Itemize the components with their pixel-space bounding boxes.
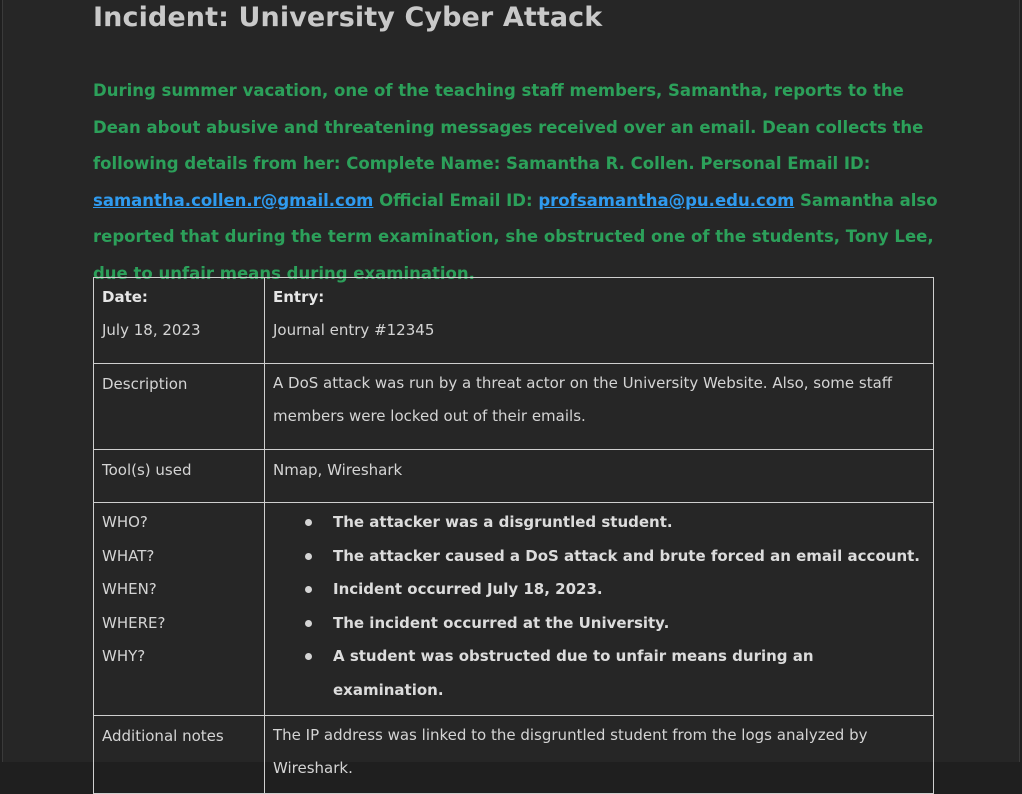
table-row-date (94, 278, 934, 364)
list-item (301, 540, 925, 574)
incident-summary (93, 73, 943, 292)
when-label: WHEN? (102, 580, 157, 598)
bullet-icon (305, 553, 312, 560)
entry-label: Entry: (273, 288, 325, 306)
5w-answer-list (273, 506, 925, 707)
5w-answers-cell (265, 503, 934, 716)
personal-email-link[interactable]: samantha.collen.r@gmail.com (93, 190, 374, 210)
summary-text-part3: Samantha also reported that during the term examination, she obstructed one of the students, Tony Lee, due to unfair means during examination. (93, 190, 938, 283)
description-label-cell (94, 364, 265, 450)
summary-text-part1: During summer vacation, one of the teaching staff members, Samantha, reports to the Dean about abusive and threatening messages received over an email. Dean collects the following details from her: Complete Name: Samantha R. Collen. Personal Email ID: (93, 81, 924, 173)
notes-value-cell (265, 716, 934, 794)
why-answer: A student was obstructed due to unfair means during an examination. (333, 647, 814, 699)
table-row-5w (94, 503, 934, 716)
table-row-description (94, 364, 934, 450)
date-value: July 18, 2023 (102, 321, 201, 339)
what-label: WHAT? (102, 546, 155, 565)
bullet-icon (305, 653, 312, 660)
date-cell (94, 278, 265, 364)
where-answer: The incident occurred at the University. (333, 613, 670, 632)
when-answer: Incident occurred July 18, 2023. (333, 580, 603, 598)
date-label: Date: (102, 288, 148, 306)
description-value-cell (265, 364, 934, 450)
5w-labels-cell (94, 503, 265, 716)
document-page (2, 0, 1020, 777)
document-title: Incident: University Cyber Attack (93, 2, 603, 33)
table-row-tools (94, 450, 934, 503)
list-item (301, 640, 925, 707)
bullet-icon (305, 620, 312, 627)
table-row-notes (94, 716, 934, 794)
notes-value: The IP address was linked to the disgruntled student from the logs analyzed by Wireshark. (273, 726, 868, 777)
notes-label: Additional notes (102, 727, 224, 745)
who-answer: The attacker was a disgruntled student. (333, 513, 673, 531)
description-label: Description (102, 375, 188, 393)
description-value: A DoS attack was run by a threat actor on the University Website. Also, some staff members were locked out of their emails. (273, 374, 893, 425)
incident-journal-table (93, 277, 934, 794)
tools-value: Nmap, Wireshark (273, 461, 403, 479)
notes-label-cell (94, 716, 265, 794)
what-answer: The attacker caused a DoS attack and brute forced an email account. (333, 546, 920, 565)
who-label: WHO? (102, 513, 148, 531)
list-item (301, 607, 925, 641)
tools-label: Tool(s) used (102, 461, 192, 479)
tools-value-cell (265, 450, 934, 503)
where-label: WHERE? (102, 613, 166, 632)
official-email-link[interactable]: profsamantha@pu.edu.com (538, 190, 795, 210)
entry-cell (265, 278, 934, 364)
list-item (301, 573, 925, 607)
bullet-icon (305, 586, 312, 593)
why-label: WHY? (102, 647, 146, 665)
entry-value: Journal entry #12345 (273, 321, 435, 339)
list-item (301, 506, 925, 540)
bullet-icon (305, 519, 312, 526)
tools-label-cell (94, 450, 265, 503)
summary-text-part2: Official Email ID: (373, 190, 539, 210)
